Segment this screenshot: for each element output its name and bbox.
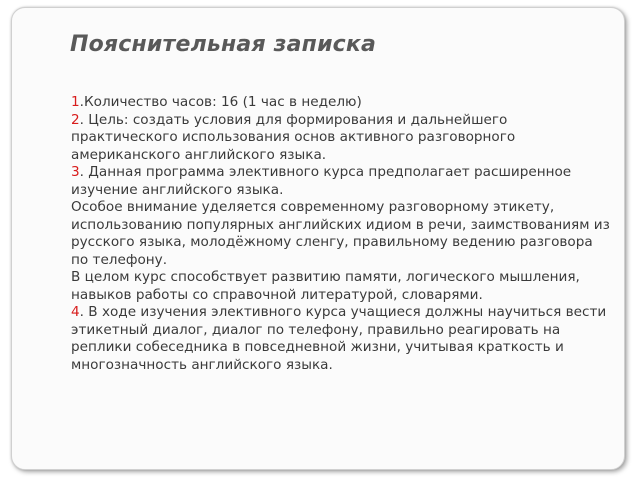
- item-number: 1: [71, 94, 80, 110]
- item-number: 4: [71, 304, 80, 320]
- item-text: .Количество часов: 16 (1 час в неделю): [79, 94, 362, 110]
- item-text: . В ходе изучения элективного курса учащиеся должны научиться вести этикетный диалог, диалог по телефону, правильно реагировать на реплики собеседника в повседневной жизни, учитывая краткость и многозначность английского языка.: [71, 304, 607, 373]
- item-text: . Данная программа элективного курса предполагает расширенное изучение английского языка.: [71, 164, 572, 198]
- item-text: . Цель: создать условия для формирования и дальнейшего практического использования основ активного разговорного американского английского языка.: [71, 111, 516, 163]
- item-number: 2: [71, 111, 80, 128]
- slide-body: [71, 94, 611, 374]
- list-item: [71, 112, 611, 165]
- paragraph: Особое внимание уделяется современному разговорному этикету, использованию популярных английских идиом в речи, заимствованиям из русского языка, молодёжному сленгу, правильному ведению разговора по телефону.: [71, 199, 610, 268]
- list-item: [71, 164, 611, 199]
- list-item: [71, 304, 611, 374]
- item-number: 3: [71, 164, 80, 180]
- paragraph: В целом курс способствует развитию памяти, логического мышления, навыков работы со справочной литературой, словарями.: [71, 269, 580, 303]
- list-item: [71, 94, 611, 112]
- slide-title: Пояснительная записка: [70, 32, 377, 57]
- slide-panel: [11, 7, 625, 470]
